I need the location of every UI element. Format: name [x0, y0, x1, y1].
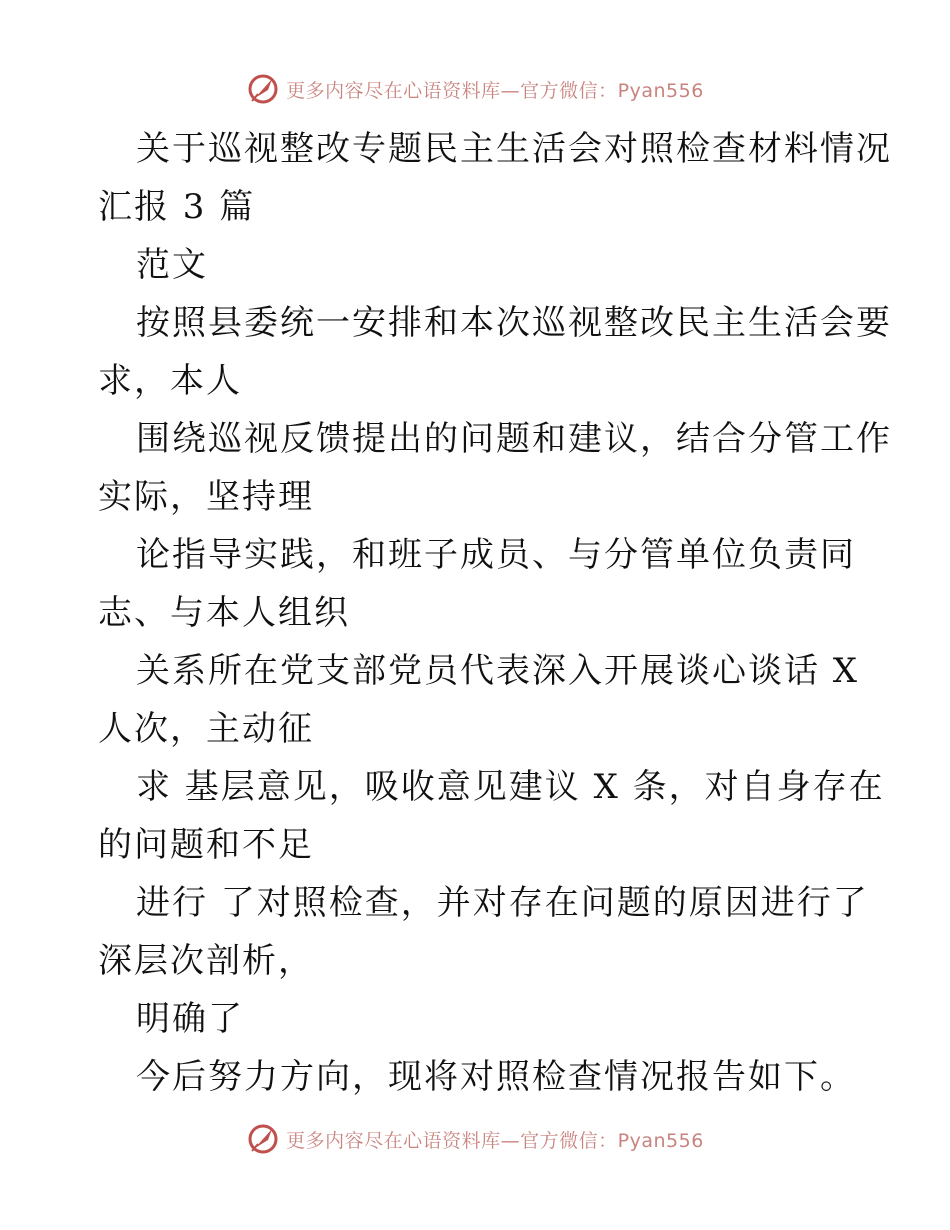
paragraph-line: 汇报 3 篇	[98, 187, 256, 227]
paragraph-line: 的问题和不足	[98, 825, 314, 865]
document-body	[98, 120, 892, 1106]
quill-circle-logo-icon	[246, 1122, 280, 1156]
paragraph-line: 围绕巡视反馈提出的问题和建议，结合分管工作	[136, 419, 892, 459]
paragraph-line: 关系所在党支部党员代表深入开展谈心谈话 X	[136, 651, 860, 691]
paragraph-line: 人次，主动征	[98, 709, 314, 749]
paragraph-line: 今后努力方向，现将对照检查情况报告如下。	[136, 1057, 856, 1097]
quill-circle-logo-icon	[246, 72, 280, 106]
paragraph-line: 论指导实践，和班子成员、与分管单位负责同	[136, 535, 856, 575]
paragraph-line: 关于巡视整改专题民主生活会对照检查材料情况	[136, 129, 892, 169]
paragraph-line: 明确了	[136, 999, 244, 1039]
footer-watermark-banner	[0, 1122, 950, 1156]
paragraph-line: 进行 了对照检查，并对存在问题的原因进行了	[136, 883, 869, 923]
paragraph-line: 求，本人	[98, 361, 242, 401]
header-watermark-banner	[0, 72, 950, 106]
paragraph-line: 深层次剖析，	[98, 941, 314, 981]
paragraph-line: 志、与本人组织	[98, 593, 350, 633]
paragraph-line: 按照县委统一安排和本次巡视整改民主生活会要	[136, 303, 892, 343]
paragraph-line: 求 基层意见，吸收意见建议 X 条，对自身存在	[136, 767, 885, 807]
watermark-text: 更多内容尽在心语资料库—官方微信：Pyan556	[286, 79, 704, 102]
paragraph-line: 实际，坚持理	[98, 477, 314, 517]
watermark-text: 更多内容尽在心语资料库—官方微信：Pyan556	[286, 1129, 704, 1152]
paragraph-line: 范文	[136, 245, 208, 285]
